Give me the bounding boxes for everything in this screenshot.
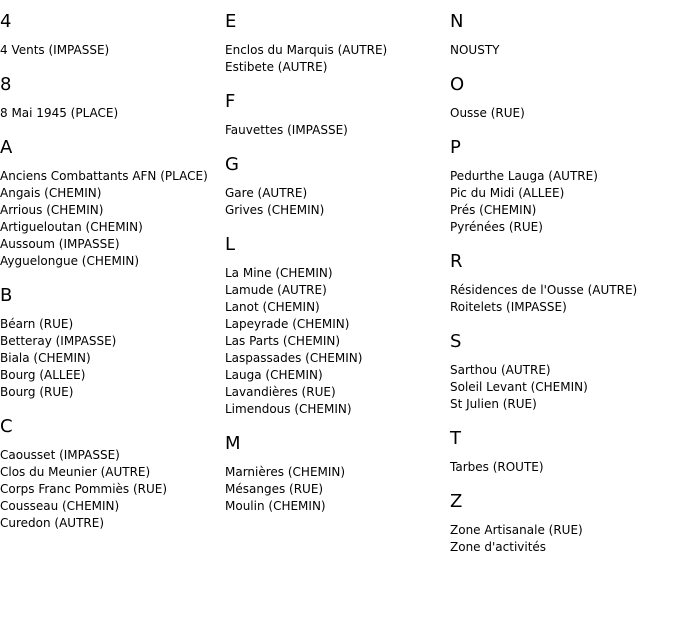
section-letter-heading: E xyxy=(225,11,237,32)
street-list-item[interactable]: Fauvettes (IMPASSE) xyxy=(225,123,348,137)
street-index-column-2 xyxy=(225,0,450,519)
section-letter-heading: C xyxy=(0,416,13,437)
street-list-item[interactable]: Grives (CHEMIN) xyxy=(225,203,325,217)
street-list-item[interactable]: Zone d'activités xyxy=(450,540,547,554)
street-list-item[interactable]: Curedon (AUTRE) xyxy=(0,516,105,530)
street-list-item[interactable]: Gare (AUTRE) xyxy=(225,186,308,200)
street-list-item[interactable]: Lavandières (RUE) xyxy=(225,385,336,399)
letter-section xyxy=(225,143,450,223)
street-list xyxy=(0,33,225,59)
street-list-item[interactable]: Angais (CHEMIN) xyxy=(0,186,102,200)
street-list-item[interactable]: Mésanges (RUE) xyxy=(225,482,324,496)
letter-section xyxy=(225,422,450,519)
street-list-item[interactable]: Aussoum (IMPASSE) xyxy=(0,237,120,251)
letter-section xyxy=(450,0,675,63)
street-list-item[interactable]: Limendous (CHEMIN) xyxy=(225,402,352,416)
street-index-column-3 xyxy=(450,0,675,560)
street-list xyxy=(450,513,675,556)
letter-section xyxy=(0,126,225,274)
street-list-item[interactable]: St Julien (RUE) xyxy=(450,397,537,411)
street-list-item[interactable]: Béarn (RUE) xyxy=(0,317,74,331)
section-letter-heading: M xyxy=(225,433,241,454)
section-letter-heading: 4 xyxy=(0,11,12,32)
letter-section xyxy=(0,274,225,405)
street-list xyxy=(450,353,675,413)
letter-section xyxy=(450,240,675,320)
letter-section xyxy=(225,80,450,143)
street-list xyxy=(450,33,675,59)
street-list-item[interactable]: 4 Vents (IMPASSE) xyxy=(0,43,110,57)
street-list-item[interactable]: Sarthou (AUTRE) xyxy=(450,363,551,377)
street-list-item[interactable]: Enclos du Marquis (AUTRE) xyxy=(225,43,388,57)
street-list xyxy=(225,256,450,418)
street-list-item[interactable]: Corps Franc Pommiès (RUE) xyxy=(0,482,168,496)
street-list xyxy=(450,273,675,316)
section-letter-heading: S xyxy=(450,331,462,352)
section-letter-heading: T xyxy=(450,428,461,449)
street-list xyxy=(0,159,225,270)
street-list xyxy=(0,438,225,532)
street-list-item[interactable]: Lanot (CHEMIN) xyxy=(225,300,320,314)
letter-section xyxy=(0,63,225,126)
street-list-item[interactable]: La Mine (CHEMIN) xyxy=(225,266,333,280)
letter-section xyxy=(450,320,675,417)
street-list xyxy=(450,450,675,476)
street-list-item[interactable]: 8 Mai 1945 (PLACE) xyxy=(0,106,119,120)
section-letter-heading: O xyxy=(450,74,465,95)
section-letter-heading: A xyxy=(0,137,13,158)
street-list-item[interactable]: Ousse (RUE) xyxy=(450,106,525,120)
street-list-item[interactable]: Anciens Combattants AFN (PLACE) xyxy=(0,169,208,183)
letter-section xyxy=(225,0,450,80)
street-list-item[interactable]: Moulin (CHEMIN) xyxy=(225,499,326,513)
street-list-item[interactable]: Pic du Midi (ALLEE) xyxy=(450,186,565,200)
street-list xyxy=(225,176,450,219)
letter-section xyxy=(0,0,225,63)
street-index-column-1 xyxy=(0,0,225,536)
section-letter-heading: N xyxy=(450,11,464,32)
street-list xyxy=(450,159,675,236)
street-list-item[interactable]: Prés (CHEMIN) xyxy=(450,203,537,217)
section-letter-heading: B xyxy=(0,285,13,306)
street-list xyxy=(0,307,225,401)
street-list xyxy=(0,96,225,122)
street-list xyxy=(225,113,450,139)
street-list-item[interactable]: Las Parts (CHEMIN) xyxy=(225,334,341,348)
letter-section xyxy=(450,126,675,240)
street-list-item[interactable]: Pedurthe Lauga (AUTRE) xyxy=(450,169,598,183)
street-list xyxy=(450,96,675,122)
section-letter-heading: R xyxy=(450,251,463,272)
street-list-item[interactable]: Biala (CHEMIN) xyxy=(0,351,91,365)
street-list-item[interactable]: Pyrénées (RUE) xyxy=(450,220,543,234)
section-letter-heading: G xyxy=(225,154,239,175)
letter-section xyxy=(450,63,675,126)
street-list-item[interactable]: Soleil Levant (CHEMIN) xyxy=(450,380,588,394)
street-list-item[interactable]: Marnières (CHEMIN) xyxy=(225,465,346,479)
street-list-item[interactable]: Laspassades (CHEMIN) xyxy=(225,351,363,365)
letter-section xyxy=(450,417,675,480)
street-list-item[interactable]: Betteray (IMPASSE) xyxy=(0,334,117,348)
street-list-item[interactable]: Bourg (RUE) xyxy=(0,385,74,399)
street-list-item[interactable]: Lapeyrade (CHEMIN) xyxy=(225,317,350,331)
section-letter-heading: L xyxy=(225,234,236,255)
letter-section xyxy=(0,405,225,536)
street-list-item[interactable]: Clos du Meunier (AUTRE) xyxy=(0,465,151,479)
street-list-item[interactable]: Lamude (AUTRE) xyxy=(225,283,327,297)
section-letter-heading: Z xyxy=(450,491,463,512)
street-list-item[interactable]: NOUSTY xyxy=(450,43,500,57)
street-list-item[interactable]: Tarbes (ROUTE) xyxy=(450,460,544,474)
section-letter-heading: P xyxy=(450,137,461,158)
letter-section xyxy=(225,223,450,422)
street-list xyxy=(225,455,450,515)
street-list-item[interactable]: Résidences de l'Ousse (AUTRE) xyxy=(450,283,638,297)
street-list xyxy=(225,33,450,76)
street-list-item[interactable]: Roitelets (IMPASSE) xyxy=(450,300,567,314)
street-list-item[interactable]: Arrious (CHEMIN) xyxy=(0,203,104,217)
letter-section xyxy=(450,480,675,560)
street-list-item[interactable]: Artigueloutan (CHEMIN) xyxy=(0,220,143,234)
section-letter-heading: F xyxy=(225,91,236,112)
section-letter-heading: 8 xyxy=(0,74,12,95)
street-list-item[interactable]: Estibete (AUTRE) xyxy=(225,60,328,74)
street-list-item[interactable]: Ayguelongue (CHEMIN) xyxy=(0,254,140,268)
street-list-item[interactable]: Zone Artisanale (RUE) xyxy=(450,523,583,537)
street-list-item[interactable]: Bourg (ALLEE) xyxy=(0,368,86,382)
street-list-item[interactable]: Cousseau (CHEMIN) xyxy=(0,499,120,513)
street-list-item[interactable]: Caousset (IMPASSE) xyxy=(0,448,120,462)
street-list-item[interactable]: Lauga (CHEMIN) xyxy=(225,368,323,382)
